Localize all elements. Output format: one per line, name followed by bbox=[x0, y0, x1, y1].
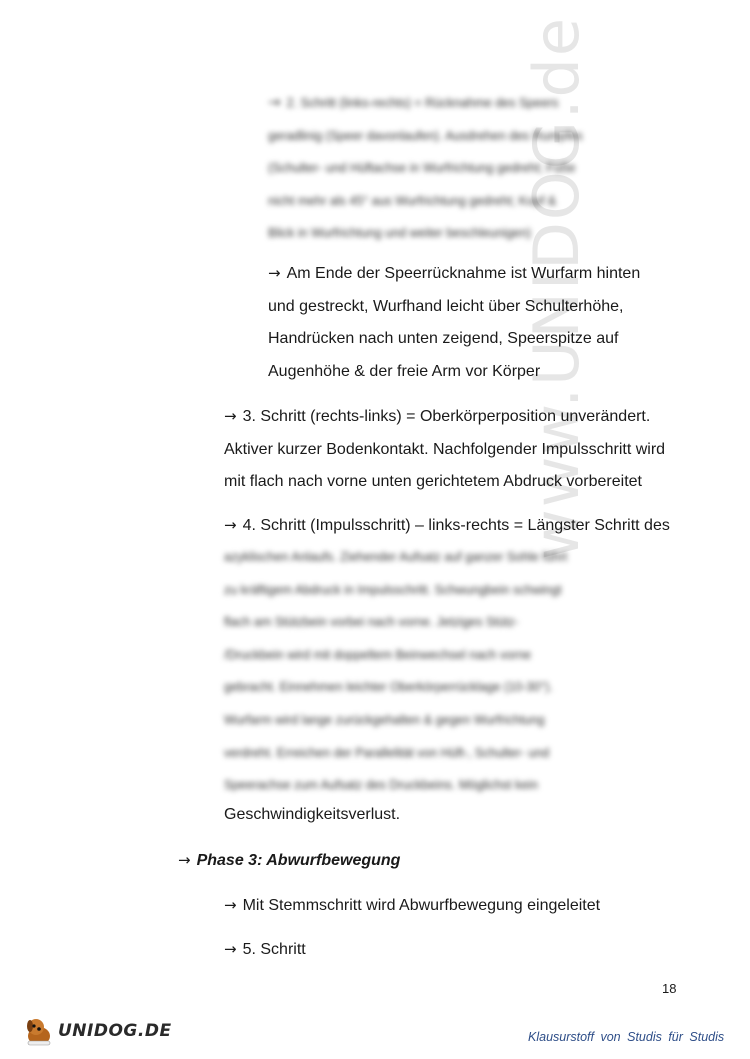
unidog-logo: UNIDOG.DE bbox=[22, 1014, 172, 1048]
paragraph-step4-head: → 4. Schritt (Impulsschritt) – links-rechts = Längster Schritt des bbox=[224, 516, 670, 534]
phase-heading: → Phase 3: Abwurfbewegung bbox=[178, 851, 401, 869]
arrow-icon: → bbox=[224, 516, 237, 534]
watermark: www.UNIDOG.de bbox=[520, 16, 593, 560]
arrow-icon: → bbox=[224, 940, 237, 958]
paragraph-step3: → 3. Schritt (rechts-links) = Oberkörperposition unverändert. Aktiver kurzer Bodenkontakt. Nachfolgender Impulsschritt wird mit flach nach vorne unten gerichtetem Abdruck vorbereitet bbox=[224, 407, 666, 491]
arrow-icon: → bbox=[268, 93, 281, 111]
paragraph-step5: → 5. Schritt bbox=[224, 940, 306, 958]
arrow-icon: → bbox=[268, 264, 281, 282]
paragraph-step4-body: azyklischen Anlaufs. Ziehender Aufsatz auf ganzer Sohle führt zu kräftigem Abdruck in Impulsschritt. Schwungbein schwingt flach am Stützbein vorbei nach vorne. Jetziges Stütz- /Druckbein wird mit doppeltem Beinwechsel nach vorne gebracht. Einnehmen leichter Oberkörperrücklage (10-30°). Wurfarm wird lange zurückgehalten & gegen Wurfrichtung verdreht. Erreichen der Parallelität von Hüft-, Schulter- und Speerachse zum Aufsatz des Druckbeins. Möglichst kein bbox=[224, 550, 568, 793]
arrow-icon: → bbox=[224, 896, 237, 914]
paragraph-stemmschritt: → Mit Stemmschritt wird Abwurfbewegung eingeleitet bbox=[224, 896, 601, 914]
paragraph-end-speer: → Am Ende der Speerrücknahme ist Wurfarm hinten und gestreckt, Wurfhand leicht über Schulterhöhe, Handrücken nach unten zeigend, Speerspitze auf Augenhöhe & der freie Arm vor Körper bbox=[268, 264, 641, 380]
arrow-icon: → bbox=[224, 407, 237, 425]
dog-mascot-icon bbox=[22, 1014, 56, 1048]
paragraph-step4-last: Geschwindigkeitsverlust. bbox=[224, 806, 401, 823]
page-number: 18 bbox=[662, 981, 677, 996]
arrow-icon: → bbox=[178, 851, 191, 869]
paragraph-step2: → 2. Schritt (links-rechts) = Rücknahme des Speers geradlinig (Speer davonlaufen). Ausdrehen des Rumpfes (Schulter- und Hüftachse in Wurfrichtung gedreht; Füße nicht mehr als 45° aus Wurfrichtung gedreht; Kopf & Blick in Wurfrichtung und weiter beschleunigen) bbox=[268, 93, 583, 241]
footer-tagline: Klausurstoff von Studis für Studis bbox=[528, 1030, 725, 1044]
